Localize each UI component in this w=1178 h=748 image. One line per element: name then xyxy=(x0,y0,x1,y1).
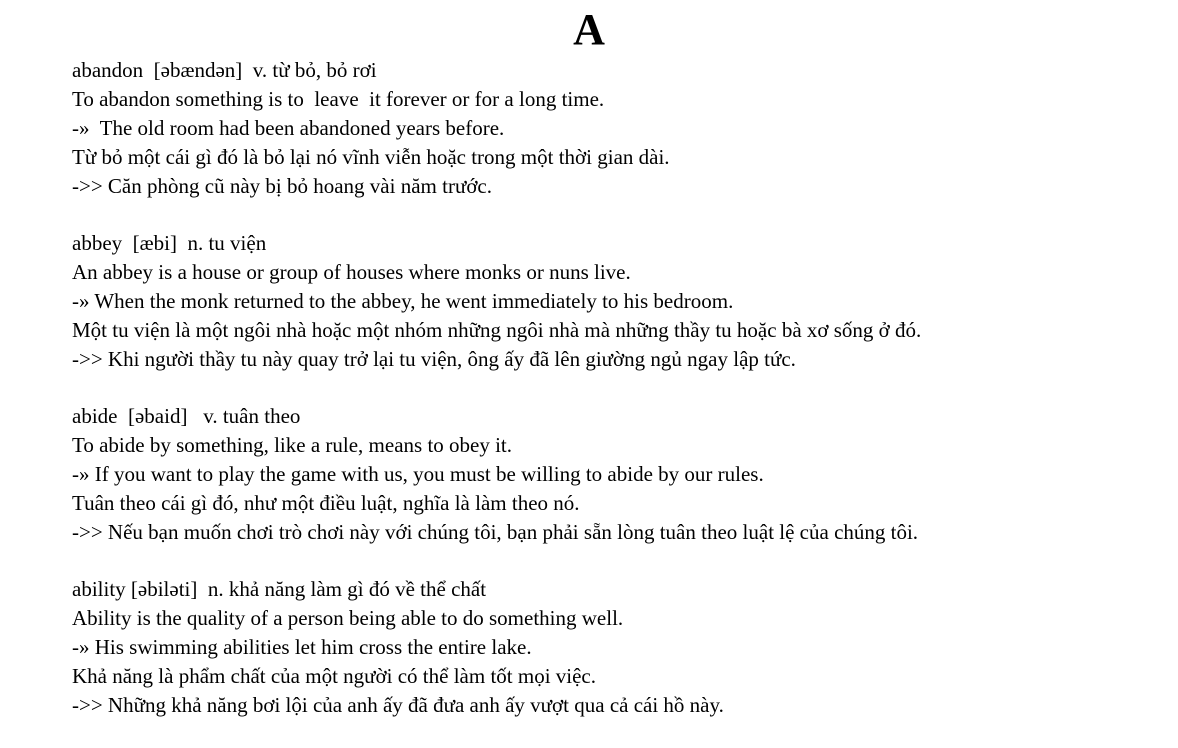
definition-en: Ability is the quality of a person being able to do something well. xyxy=(72,606,624,630)
entry-abandon xyxy=(72,56,1162,201)
definition-en: To abide by something, like a rule, means to obey it. xyxy=(72,433,513,457)
example-en: -» If you want to play the game with us, you must be willing to abide by our rules. xyxy=(72,462,764,486)
entry-abide xyxy=(72,402,1162,547)
definition-vi: Một tu viện là một ngôi nhà hoặc một nhóm những ngôi nhà mà những thầy tu hoặc bà xơ sống ở đó. xyxy=(72,318,922,342)
definition-en: To abandon something is to leave it forever or for a long time. xyxy=(72,87,605,111)
definition-vi: Tuân theo cái gì đó, như một điều luật, nghĩa là làm theo nó. xyxy=(72,491,580,515)
dictionary-entries xyxy=(72,56,1162,748)
definition-vi: Khả năng là phẩm chất của một người có thể làm tốt mọi việc. xyxy=(72,664,597,688)
example-en: -» When the monk returned to the abbey, he went immediately to his bedroom. xyxy=(72,289,734,313)
entry-ability xyxy=(72,575,1162,720)
example-vi: ->> Khi người thầy tu này quay trở lại tu viện, ông ấy đã lên giường ngủ ngay lập tức. xyxy=(72,347,796,371)
headword-line: abide [əbaid] v. tuân theo xyxy=(72,404,301,428)
page-letter-heading: A xyxy=(573,5,605,54)
example-en: -» His swimming abilities let him cross the entire lake. xyxy=(72,635,532,659)
definition-en: An abbey is a house or group of houses where monks or nuns live. xyxy=(72,260,631,284)
example-vi: ->> Nếu bạn muốn chơi trò chơi này với chúng tôi, bạn phải sẵn lòng tuân theo luật lệ của chúng tôi. xyxy=(72,520,919,544)
entry-abbey xyxy=(72,229,1162,374)
headword-line: ability [əbiləti] n. khả năng làm gì đó về thể chất xyxy=(72,577,487,601)
example-en: -» The old room had been abandoned years before. xyxy=(72,116,505,140)
definition-vi: Từ bỏ một cái gì đó là bỏ lại nó vĩnh viễn hoặc trong một thời gian dài. xyxy=(72,145,670,169)
example-vi: ->> Những khả năng bơi lội của anh ấy đã đưa anh ấy vượt qua cả cái hồ này. xyxy=(72,693,724,717)
example-vi: ->> Căn phòng cũ này bị bỏ hoang vài năm trước. xyxy=(72,174,492,198)
headword-line: abbey [æbi] n. tu viện xyxy=(72,231,267,255)
headword-line: abandon [əbændən] v. từ bỏ, bỏ rơi xyxy=(72,58,377,82)
